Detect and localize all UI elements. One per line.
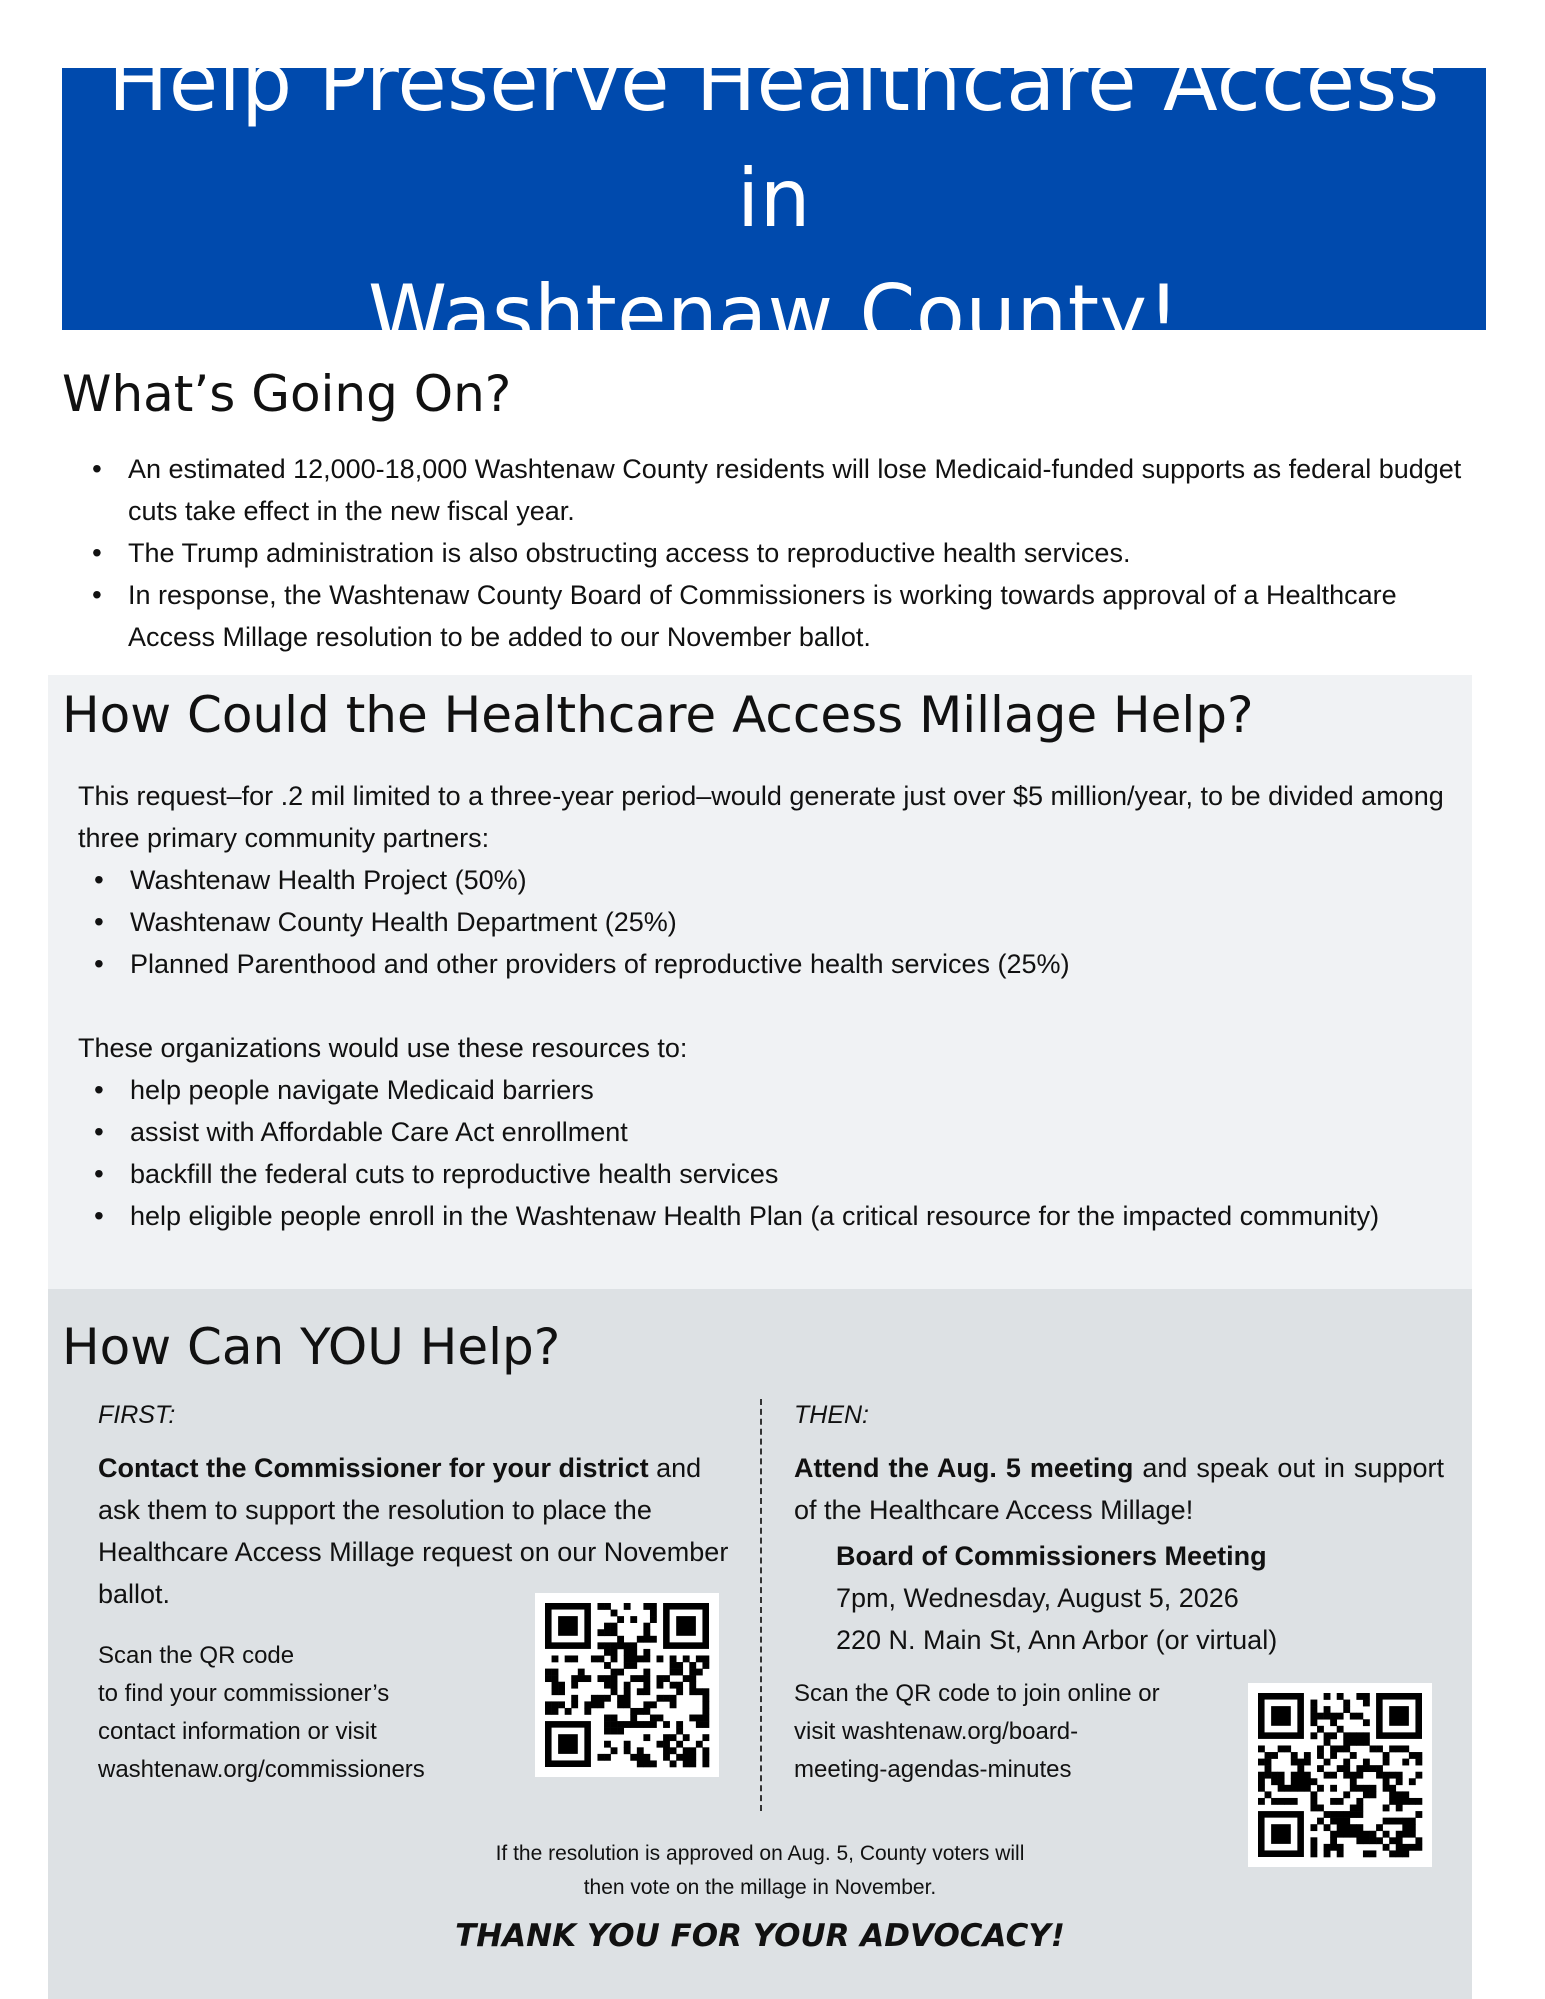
whats-going-on-section: [62, 362, 1486, 658]
whats-going-on-list: [62, 448, 1486, 658]
qr-code-icon[interactable]: [535, 1593, 719, 1777]
list-item: • assist with Affordable Care Act enrollment: [78, 1111, 1468, 1153]
meeting-place: 220 N. Main St, Ann Arbor (or virtual): [836, 1625, 1278, 1655]
then-scan-text: [794, 1675, 1224, 1789]
how-you-can-help-section: [48, 1289, 1472, 1999]
list-item: • backfill the federal cuts to reproductive health services: [78, 1153, 1468, 1195]
title-line-1: Help Preserve Healthcare Access in: [108, 36, 1440, 245]
uses-list: [78, 1069, 1468, 1237]
attend-meeting-text: Attend the Aug. 5 meeting: [794, 1453, 1134, 1483]
scan-line: to find your commissioner’s: [98, 1680, 390, 1707]
list-item: • Washtenaw Health Project (50%): [78, 859, 1468, 901]
millage-help-heading: How Could the Healthcare Access Millage Help?: [62, 686, 1254, 744]
how-you-can-help-heading: How Can YOU Help?: [62, 1318, 561, 1376]
title-banner: [62, 36, 1486, 361]
column-divider: [760, 1399, 762, 1811]
millage-help-body: [78, 775, 1468, 1237]
agendas-link[interactable]: visit washtenaw.org/board-: [794, 1718, 1079, 1745]
partners-list: [78, 859, 1468, 985]
page-title: [62, 25, 1486, 373]
whats-going-on-heading: What’s Going On?: [62, 365, 512, 423]
then-instruction-text: and speak out in support of the Healthcare Access Millage!: [794, 1453, 1444, 1525]
then-instruction: [794, 1447, 1444, 1531]
list-item: • Planned Parenthood and other providers of reproductive health services (25%): [78, 943, 1468, 985]
footer-line: If the resolution is approved on Aug. 5, County voters will: [495, 1842, 1025, 1865]
list-item: • An estimated 12,000-18,000 Washtenaw County residents will lose Medicaid-funded supports as federal budget cuts take effect in the new fiscal year.: [62, 448, 1486, 532]
list-item: • help people navigate Medicaid barriers: [78, 1069, 1468, 1111]
meeting-details: [794, 1535, 1444, 1661]
list-item: • The Trump administration is also obstructing access to reproductive health services.: [62, 532, 1486, 574]
title-line-2: Washtenaw County!: [367, 268, 1181, 361]
first-instruction: [98, 1447, 738, 1615]
footer-line: then vote on the millage in November.: [583, 1876, 937, 1899]
list-item: • In response, the Washtenaw County Board of Commissioners is working towards approval of a Healthcare Access Millage resolution to be added to our November ballot.: [62, 574, 1486, 658]
scan-line: Scan the QR code to join online or: [794, 1680, 1160, 1707]
first-instruction-text: and ask them to support the resolution to place the Healthcare Access Millage request on our November ballot.: [98, 1453, 729, 1609]
commissioners-link[interactable]: washtenaw.org/commissioners: [98, 1756, 425, 1783]
list-item: • help eligible people enroll in the Washtenaw Health Plan (a critical resource for the impacted community): [78, 1195, 1468, 1237]
agendas-link-cont[interactable]: meeting-agendas-minutes: [794, 1756, 1072, 1783]
uses-intro: These organizations would use these resources to:: [78, 1033, 688, 1063]
then-label: THEN:: [794, 1401, 869, 1429]
first-label: FIRST:: [98, 1401, 176, 1429]
millage-help-section: [48, 675, 1472, 1289]
scan-line: contact information or visit: [98, 1718, 377, 1745]
footer-note: [48, 1837, 1472, 1905]
millage-intro: This request–for .2 mil limited to a three-year period–would generate just over $5 million/year, to be divided among three primary community partners:: [78, 781, 1444, 853]
thank-you-text: THANK YOU FOR YOUR ADVOCACY!: [455, 1918, 1065, 1954]
meeting-time: 7pm, Wednesday, August 5, 2026: [836, 1583, 1239, 1613]
scan-line: Scan the QR code: [98, 1642, 295, 1669]
list-item: • Washtenaw County Health Department (25%): [78, 901, 1468, 943]
meeting-title: Board of Commissioners Meeting: [836, 1541, 1267, 1571]
contact-commissioner-text: Contact the Commissioner for your district: [98, 1453, 649, 1483]
